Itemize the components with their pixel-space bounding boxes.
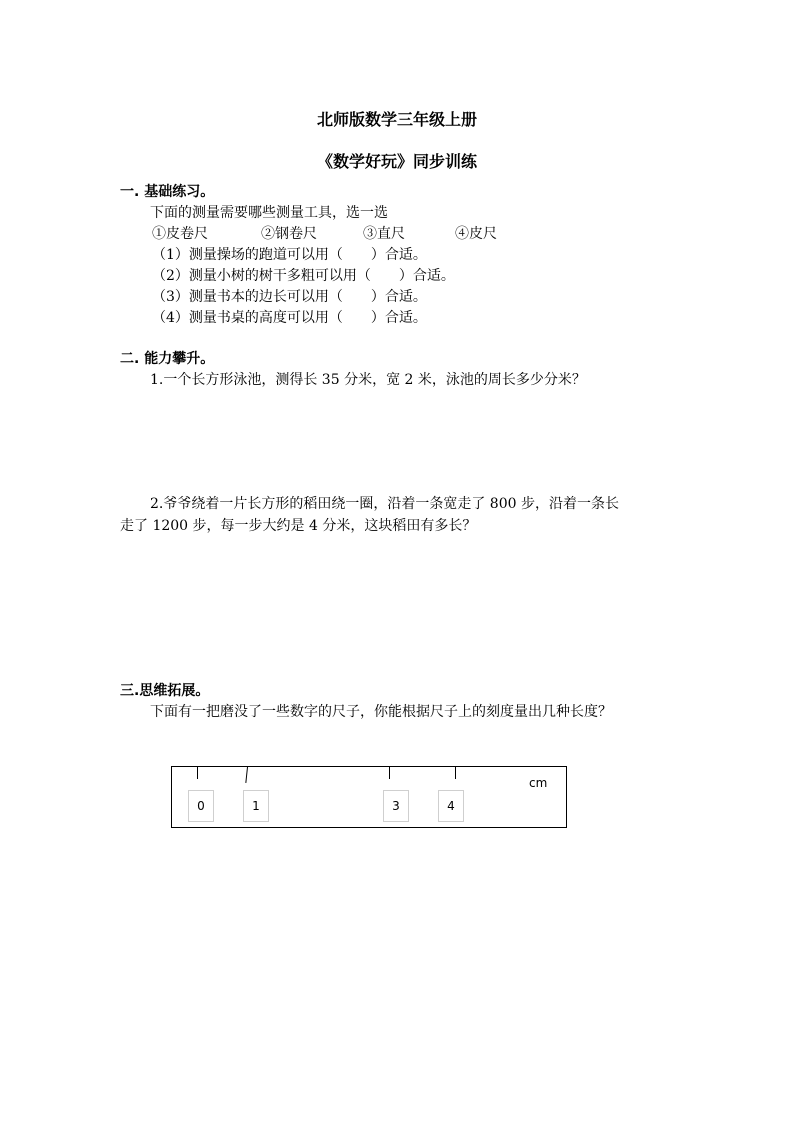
question-2-line1: 2.爷爷绕着一片长方形的稻田绕一圈，沿着一条宽走了 800 步，沿着一条长: [150, 496, 619, 512]
section1-heading: 一. 基础练习。: [120, 184, 215, 200]
item-1: （1）测量操场的跑道可以用（ ）合适。: [152, 247, 427, 263]
question-1: 1.一个长方形泳池，测得长 35 分米，宽 2 米，泳池的周长多少分米？: [150, 372, 586, 388]
ruler: [171, 766, 567, 828]
ruler-unit: cm: [529, 776, 548, 790]
ruler-tick-4: [455, 767, 456, 779]
ruler-tick-3: [389, 767, 390, 779]
ruler-label-1: 1: [243, 790, 269, 822]
section1-intro: 下面的测量需要哪些测量工具，选一选: [150, 205, 388, 221]
section3-heading: 三.思维拓展。: [120, 683, 210, 699]
question-2-line2: 走了 1200 步，每一步大约是 4 分米，这块稻田有多长？: [120, 518, 477, 534]
option-3: ③直尺: [363, 226, 405, 242]
item-3: （3）测量书本的边长可以用（ ）合适。: [152, 289, 427, 305]
ruler-label-4: 4: [438, 790, 464, 822]
page-title: 北师版数学三年级上册: [316, 110, 477, 129]
ruler-tick-0: [197, 767, 198, 779]
option-1: ①皮卷尺: [152, 226, 208, 242]
page-subtitle: 《数学好玩》同步训练: [316, 152, 477, 171]
option-4: ④皮尺: [455, 226, 497, 242]
section2-heading: 二. 能力攀升。: [120, 351, 215, 367]
item-2: （2）测量小树的树干多粗可以用（ ）合适。: [152, 268, 455, 284]
ruler-label-3: 3: [383, 790, 409, 822]
section3-question: 下面有一把磨没了一些数字的尺子，你能根据尺子上的刻度量出几种长度？: [150, 704, 612, 720]
ruler-tick-1: [245, 767, 248, 783]
item-4: （4）测量书桌的高度可以用（ ）合适。: [152, 310, 427, 326]
ruler-label-0: 0: [188, 790, 214, 822]
option-2: ②钢卷尺: [261, 226, 317, 242]
